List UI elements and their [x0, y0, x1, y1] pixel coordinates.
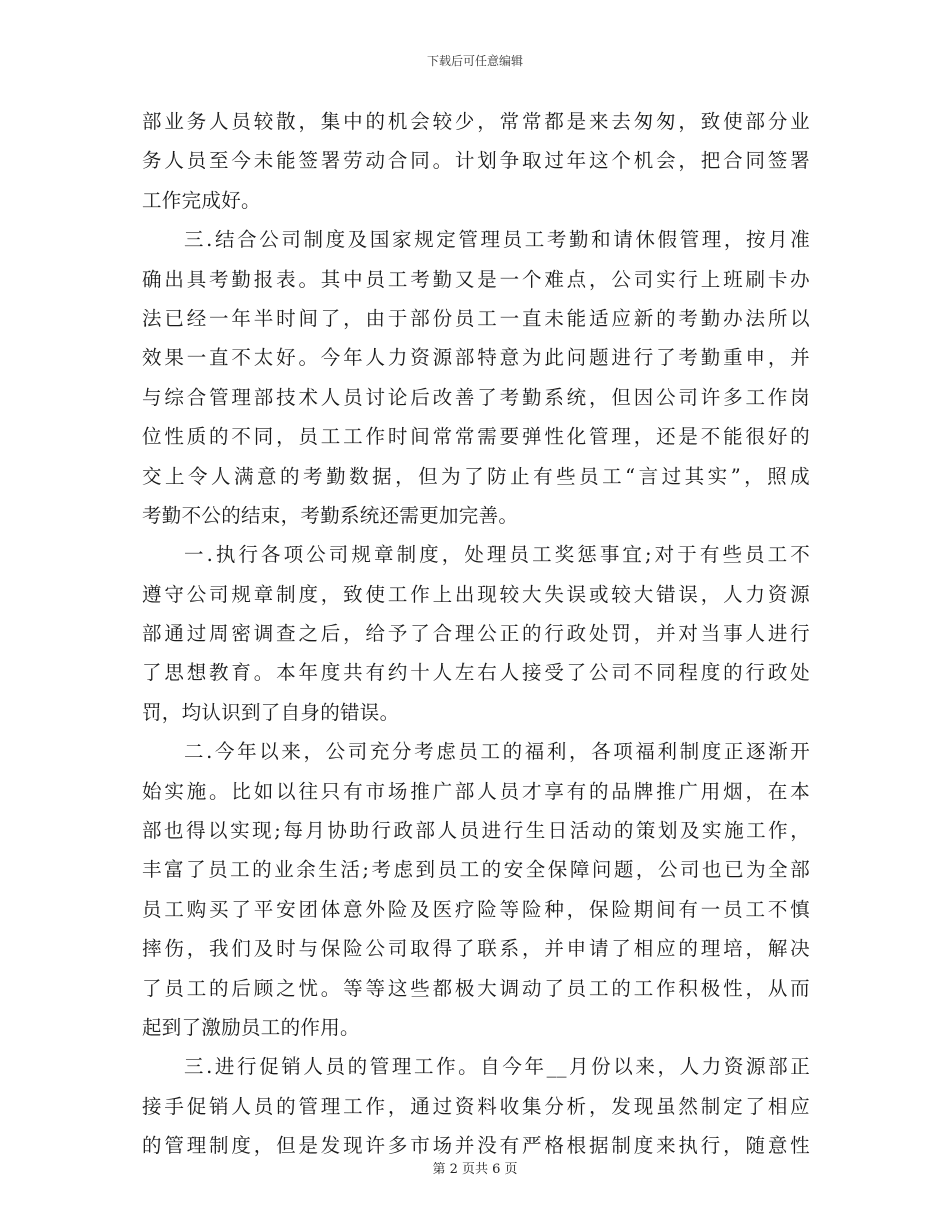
page-header: 下载后可任意编辑 — [426, 54, 523, 68]
page-footer: 第 2 页共 6 页 — [432, 1162, 518, 1177]
text-line: 法已经一年半时间了，由于部份员工一直未能适应新的考勤办法所以 — [142, 306, 810, 330]
text-line: 摔伤，我们及时与保险公司取得了联系，并申请了相应的理培，解决 — [142, 937, 810, 961]
text-line: 确出具考勤报表。其中员工考勤又是一个难点，公司实行上班刷卡办 — [142, 267, 810, 291]
text-line: 工作完成好。 — [142, 188, 261, 212]
text-line: 员工购买了平安团体意外险及医疗险等险种，保险期间有一员工不慎 — [142, 897, 810, 921]
text-line: 务人员至今未能签署劳动合同。计划争取过年这个机会，把合同签署 — [142, 149, 810, 173]
paragraph-start-line: 一.执行各项公司规章制度，处理员工奖惩事宜;对于有些员工不 — [184, 543, 810, 567]
paragraph-start-line: 三.结合公司制度及国家规定管理员工考勤和请休假管理，按月准 — [184, 228, 810, 252]
text-line: 部业务人员较散，集中的机会较少，常常都是来去匆匆，致使部分业 — [142, 110, 810, 133]
paragraph-start-line: 三.进行促销人员的管理工作。自今年__月份以来，人力资源部正 — [184, 1055, 810, 1079]
paragraph-start-line: 二.今年以来，公司充分考虑员工的福利，各项福利制度正逐渐开 — [184, 740, 810, 764]
text-line: 交上令人满意的考勤数据，但为了防止有些员工“言过其实”，照成 — [142, 464, 810, 488]
text-line: 的管理制度，但是发现许多市场并没有严格根据制度来执行，随意性 — [142, 1134, 810, 1158]
text-line: 遵守公司规章制度，致使工作上出现较大失误或较大错误，人力资源 — [142, 582, 810, 606]
text-line: 考勤不公的结束，考勤系统还需更加完善。 — [142, 503, 519, 527]
document-body — [142, 102, 810, 1166]
text-line: 罚，均认识到了自身的错误。 — [142, 700, 400, 724]
text-line: 位性质的不同，员工工作时间常常需要弹性化管理，还是不能很好的 — [142, 425, 810, 449]
text-line: 丰富了员工的业余生活;考虑到员工的安全保障问题，公司也已为全部 — [142, 858, 810, 882]
text-line: 起到了激励员工的作用。 — [142, 1015, 360, 1039]
text-line: 了员工的后顾之忧。等等这些都极大调动了员工的工作积极性，从而 — [142, 976, 810, 1000]
text-line: 部也得以实现;每月协助行政部人员进行生日活动的策划及实施工作， — [142, 819, 810, 843]
text-line: 始实施。比如以往只有市场推广部人员才享有的品牌推广用烟，在本 — [142, 779, 810, 803]
text-line: 与综合管理部技术人员讨论后改善了考勤系统，但因公司许多工作岗 — [142, 385, 810, 409]
text-line: 部通过周密调查之后，给予了合理公正的行政处罚，并对当事人进行 — [142, 622, 810, 646]
text-line: 了思想教育。本年度共有约十人左右人接受了公司不同程度的行政处 — [142, 661, 810, 685]
text-line: 接手促销人员的管理工作，通过资料收集分析，发现虽然制定了相应 — [142, 1094, 810, 1118]
text-line: 效果一直不太好。今年人力资源部特意为此问题进行了考勤重申，并 — [142, 346, 810, 370]
